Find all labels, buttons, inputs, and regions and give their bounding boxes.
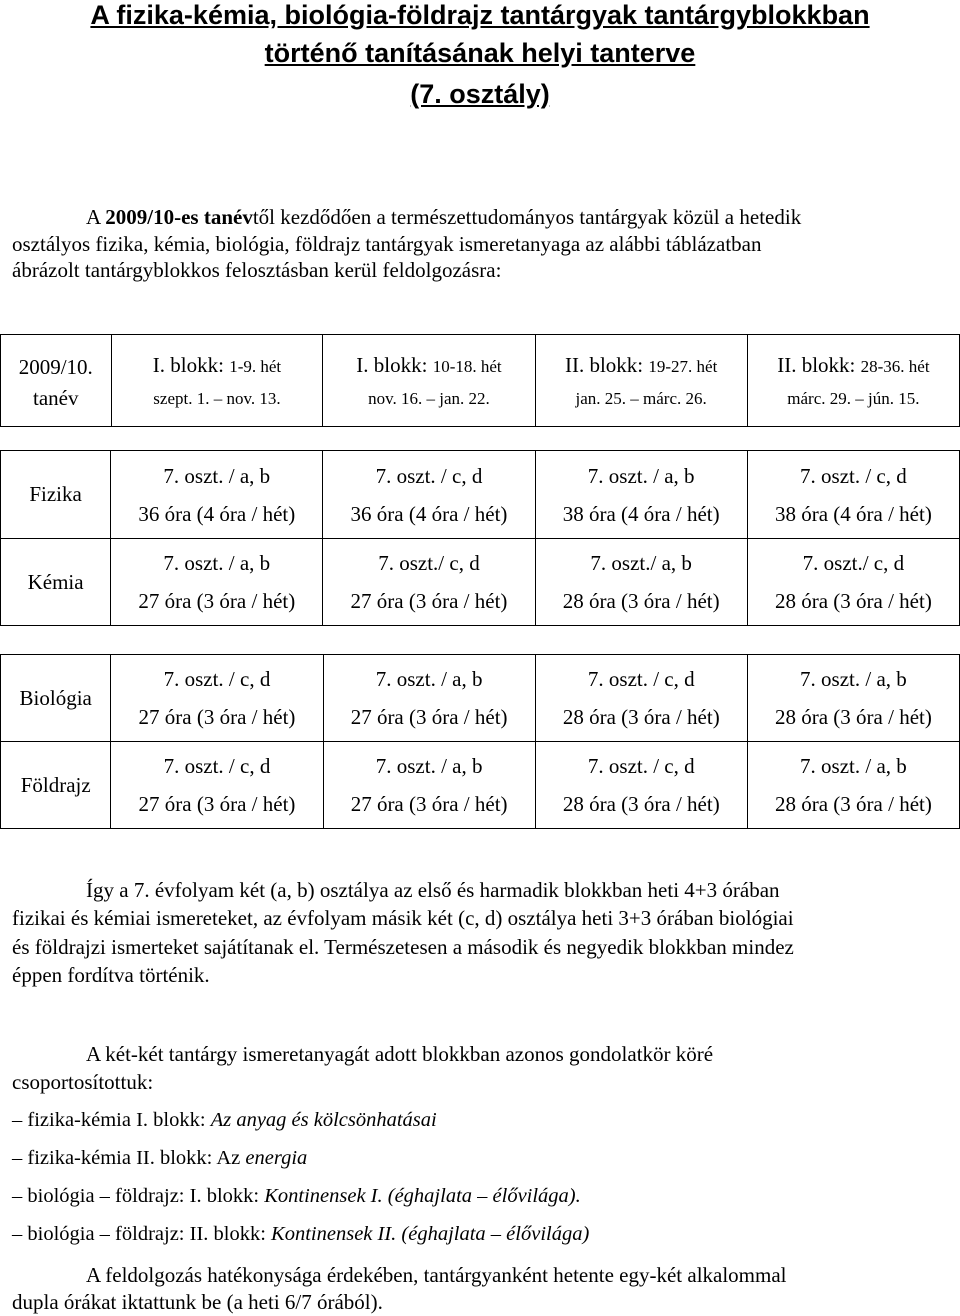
summary-paragraph [12,877,948,990]
summary-line-1: Így a 7. évfolyam két (a, b) osztálya az első és harmadik blokkban heti 4+3 órában [86,878,780,902]
summary-line-3: és földrajzi ismerteket sajátítanak el. Természetesen a második és negyedik blokkban mindez [12,934,794,959]
block-header-3: II. blokk: 19-27. hét jan. 25. – márc. 26. [535,335,747,427]
block-header-1: I. blokk: 1-9. hét szept. 1. – nov. 13. [111,335,323,427]
list-item: – fizika-kémia I. blokk: Az anyag és kölcsönhatásai [12,1109,437,1131]
summary-line-4: éppen fordítva történik. [12,962,210,987]
schedule-cell: 7. oszt. / a, b 36 óra (4 óra / hét) [111,451,323,539]
schedule-cell: 7. oszt. / a, b 27 óra (3 óra / hét) [323,655,535,742]
schedule-cell: 7. oszt. / c, d 28 óra (3 óra / hét) [535,655,747,742]
year-cell: 2009/10. tanév [1,335,112,427]
list-item: – biológia – földrajz: I. blokk: Kontinensek I. (éghajlata – élővilága). [12,1185,581,1207]
schedule-cell: 7. oszt./ a, b 28 óra (3 óra / hét) [535,539,747,626]
schedule-cell: 7. oszt. / c, d 27 óra (3 óra / hét) [111,742,323,829]
title-line-2: történő tanításának helyi tanterve [264,38,696,68]
schedule-cell: 7. oszt. / c, d 27 óra (3 óra / hét) [111,655,323,742]
subject-cell: Fizika [1,451,111,539]
document-title [0,0,960,116]
schedule-cell: 7. oszt. / c, d 36 óra (4 óra / hét) [323,451,535,539]
summary-line-2: fizikai és kémiai ismereteket, az évfolyam másik két (c, d) osztálya heti 3+3 órában biológiai [12,905,794,930]
table-row [1,655,960,742]
list-item: – fizika-kémia II. blokk: Az energia [12,1147,308,1169]
grouping-line-1: A két-két tantárgy ismeretanyagát adott blokkban azonos gondolatkör köré [86,1042,714,1066]
subject-cell: Kémia [1,539,111,626]
grouping-paragraph [12,1040,948,1096]
title-line-1: A fizika-kémia, biológia-földrajz tantárgyak tantárgyblokkban [90,0,870,30]
intro-line-1: A 2009/10-es tanévtől kezdődően a természettudományos tantárgyak közül a hetedik [86,205,802,229]
schedule-cell: 7. oszt. / a, b 38 óra (4 óra / hét) [535,451,747,539]
schedule-cell: 7. oszt./ c, d 27 óra (3 óra / hét) [323,539,535,626]
subject-cell: Biológia [1,655,111,742]
subject-cell: Földrajz [1,742,111,829]
biology-geography-table [0,654,960,829]
schedule-cell: 7. oszt. / c, d 38 óra (4 óra / hét) [747,451,959,539]
list-item: – biológia – földrajz: II. blokk: Kontinensek II. (éghajlata – élővilága) [12,1223,590,1245]
intro-line-3: ábrázolt tantárgyblokkos felosztásban kerül feldolgozásra: [12,258,502,282]
schedule-cell: 7. oszt. / a, b 27 óra (3 óra / hét) [111,539,323,626]
title-line-3: (7. osztály) [410,79,550,109]
topic-list [12,1101,589,1253]
physics-chemistry-table [0,450,960,626]
closing-paragraph [12,1261,948,1316]
table-row [1,742,960,829]
schedule-cell: 7. oszt. / a, b 28 óra (3 óra / hét) [747,655,959,742]
table-row [1,539,960,626]
closing-line-1: A feldolgozás hatékonysága érdekében, tantárgyanként hetente egy-két alkalommal [86,1263,787,1287]
block-header-2: I. blokk: 10-18. hét nov. 16. – jan. 22. [323,335,535,427]
schedule-cell: 7. oszt./ c, d 28 óra (3 óra / hét) [747,539,959,626]
intro-paragraph [12,204,948,284]
schedule-cell: 7. oszt. / c, d 28 óra (3 óra / hét) [535,742,747,829]
table-row [1,451,960,539]
closing-line-2: dupla órákat iktattunk be (a heti 6/7 órából). [12,1290,383,1314]
block-header-4: II. blokk: 28-36. hét márc. 29. – jún. 15. [747,335,959,427]
intro-line-2: osztályos fizika, kémia, biológia, földrajz tantárgyak ismeretanyaga az alábbi táblázatban [12,231,762,256]
schedule-cell: 7. oszt. / a, b 28 óra (3 óra / hét) [747,742,959,829]
grouping-line-2: csoportosítottuk: [12,1070,154,1094]
block-header-table [0,334,960,427]
schedule-cell: 7. oszt. / a, b 27 óra (3 óra / hét) [323,742,535,829]
